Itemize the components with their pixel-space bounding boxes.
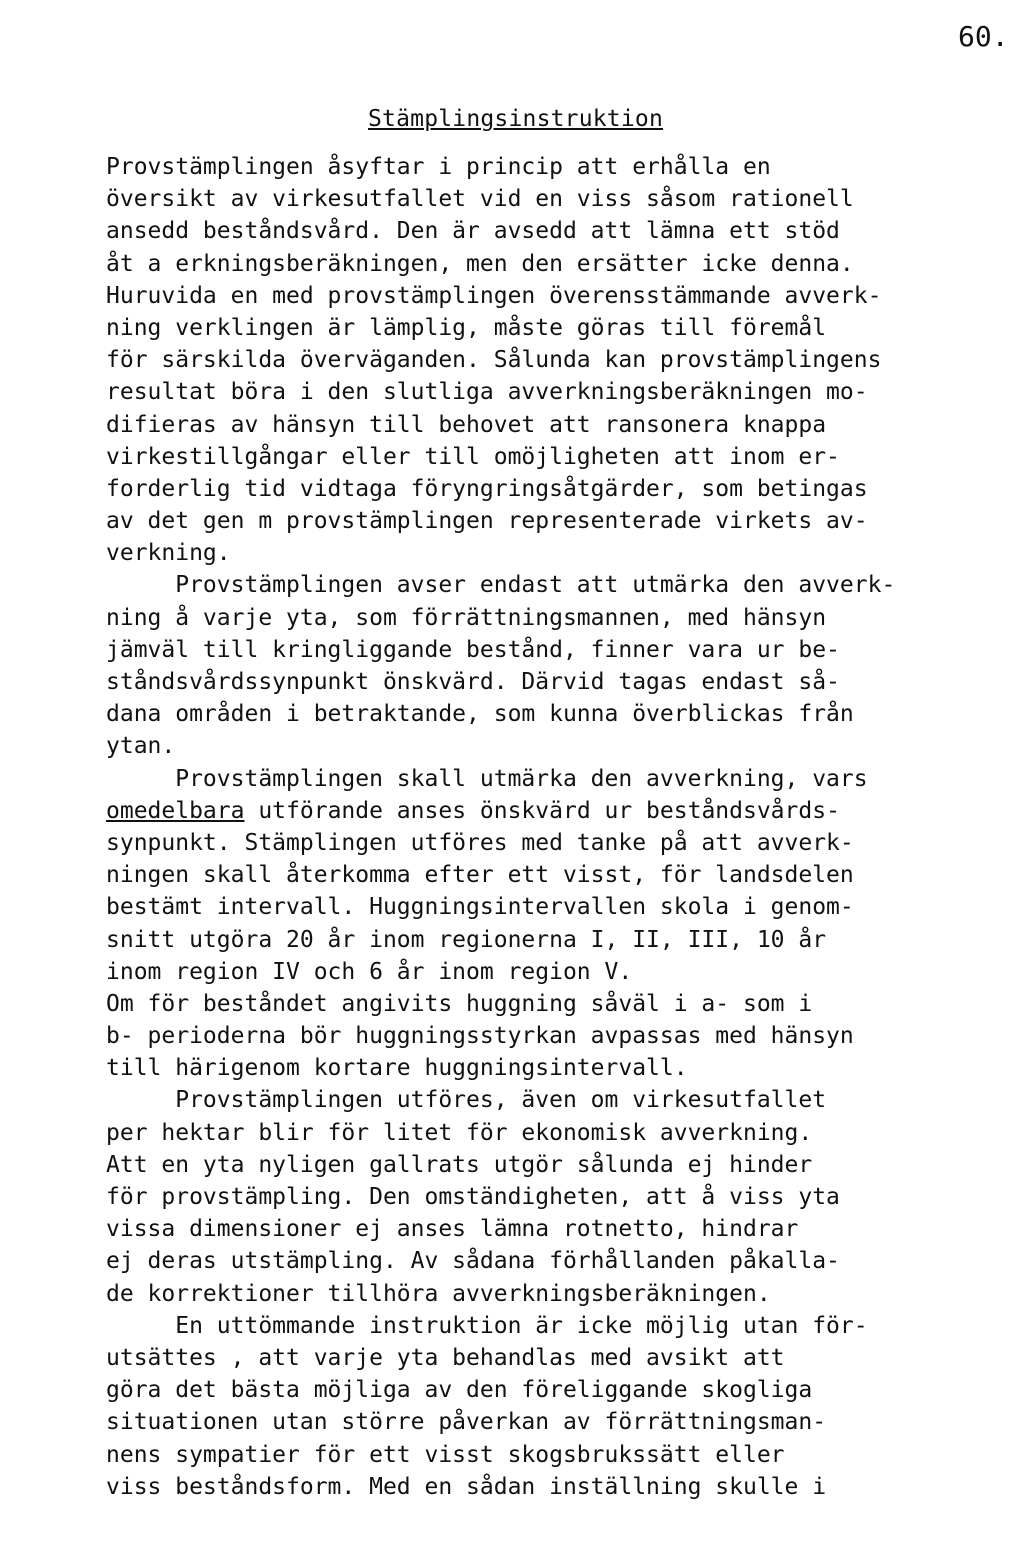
text-line: resultat böra i den slutliga avverkningsberäkningen mo- — [106, 379, 868, 406]
text-line: synpunkt. Stämplingen utföres med tanke på att avverk- — [106, 829, 854, 856]
text-line: ytan. — [106, 733, 176, 760]
text-line: jämväl till kringliggande bestånd, finner vara ur be- — [106, 636, 840, 663]
text-line: åt a erkningsberäkningen, men den ersätter icke denna. — [106, 250, 854, 277]
text-line: Provstämplingen åsyftar i princip att erhålla en — [106, 154, 771, 180]
text-line: Om för beståndet angivits huggning såväl i a- som i — [106, 990, 813, 1017]
text-line: per hektar blir för litet för ekonomisk avverkning. — [106, 1119, 813, 1146]
text-line: snitt utgöra 20 år inom regionerna I, II, III, 10 år — [106, 926, 827, 953]
document-title: Stämplingsinstruktion — [368, 106, 663, 132]
text-line: av det gen m provstämplingen representerade virkets av- — [106, 508, 868, 535]
text-line: ansedd beståndsvård. Den är avsedd att lämna ett stöd — [106, 218, 840, 245]
text-line: för provstämpling. Den omständigheten, att å viss yta — [106, 1184, 840, 1210]
text-line: ning å varje yta, som förrättningsmannen, med hänsyn — [106, 604, 827, 631]
text-line: utsättes , att varje yta behandlas med avsikt att — [106, 1344, 785, 1371]
text-line: göra det bästa möjliga av den föreliggande skogliga — [106, 1377, 813, 1404]
text-line: till härigenom kortare huggningsintervall. — [106, 1055, 688, 1082]
text-line: ej deras utstämpling. Av sådana förhållanden påkalla- — [106, 1248, 840, 1275]
text-line-underlined — [106, 795, 1024, 827]
text-line: Provstämplingen avser endast att utmärka den avverk- — [106, 572, 896, 599]
underlined-word: omedelbara — [106, 797, 245, 824]
text-line: difieras av hänsyn till behovet att ransonera knappa — [106, 411, 827, 438]
page-number: 60. — [958, 20, 1009, 53]
text-line: inom region IV och 6 år inom region V. — [106, 958, 633, 985]
text-line: ning verklingen är lämplig, måste göras till föremål — [106, 314, 827, 341]
text-line: ningen skall återkomma efter ett visst, för landsdelen — [106, 862, 854, 889]
text-line: bestämt intervall. Huggningsintervallen skola i genom- — [106, 894, 854, 921]
text-line-rest: utförande anses önskvärd ur beståndsvårds- — [244, 797, 840, 824]
text-line: nens sympatier för ett visst skogsbrukssätt eller — [106, 1441, 785, 1468]
text-line: de korrektioner tillhöra avverkningsberäkningen. — [106, 1280, 771, 1307]
text-line: Provstämplingen utföres, även om virkesutfallet — [106, 1087, 827, 1114]
text-line: virkestillgångar eller till omöjligheten att inom er- — [106, 443, 840, 470]
text-line: verkning. — [106, 540, 231, 567]
text-line: viss beståndsform. Med en sådan inställning skulle i — [106, 1473, 827, 1500]
text-line: En uttömmande instruktion är icke möjlig utan för- — [106, 1312, 868, 1339]
text-line: vissa dimensioner ej anses lämna rotnetto, hindrar — [106, 1216, 799, 1243]
text-line: för särskilda överväganden. Sålunda kan provstämplingens — [106, 347, 882, 374]
text-line: Provstämplingen skall utmärka den avverkning, vars — [106, 765, 868, 792]
text-line: b- perioderna bör huggningsstyrkan avpassas med hänsyn — [106, 1023, 854, 1050]
text-line: ståndsvårdssynpunkt önskvärd. Därvid tagas endast så- — [106, 669, 840, 695]
text-line: situationen utan större påverkan av förrättningsman- — [106, 1409, 827, 1436]
text-line: Att en yta nyligen gallrats utgör sålunda ej hinder — [106, 1151, 813, 1178]
text-line: Huruvida en med provstämplingen överensstämmande avverk- — [106, 282, 882, 309]
text-line: forderlig tid vidtaga föryngringsåtgärder, som betingas — [106, 475, 868, 502]
text-line: dana områden i betraktande, som kunna överblickas från — [106, 701, 854, 728]
body-text — [106, 151, 1024, 1503]
text-line: översikt av virkesutfallet vid en viss såsom rationell — [106, 186, 854, 213]
